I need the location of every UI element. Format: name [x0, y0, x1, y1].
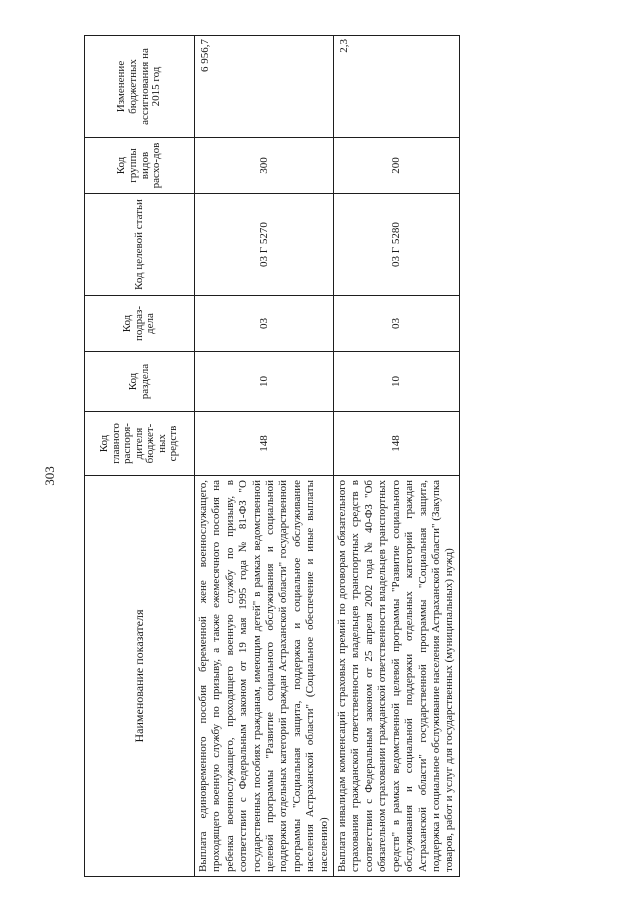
row-target-code: 03 Г 5280: [334, 194, 460, 296]
row-expense-group-code: 200: [334, 138, 460, 194]
budget-table: [84, 35, 460, 877]
header-grbs-code: Код главного распоря-дителя бюджет-ных средств: [85, 412, 195, 476]
header-section-code: Код раздела: [85, 352, 195, 412]
row-subsection-code: 03: [334, 296, 460, 352]
header-target-code: Код целевой статьи: [85, 194, 195, 296]
row-target-code: 03 Г 5270: [195, 194, 334, 296]
table-row: [195, 36, 334, 877]
header-change: Изменение бюджетных ассигнования на 2015 год: [85, 36, 195, 138]
row-grbs-code: 148: [334, 412, 460, 476]
row-name: Выплата единовременного пособия беременной жене военнослужащего, проходящего военную службу по призыву, а также ежемесячного пособия на ребенка военнослужащего, проходящего военную службу по призыву, в соответствии с Федеральным законом от 19 мая 1995 года № 81-ФЗ "О государственных пособиях гражданам, имеющим детей" в рамках ведомственной целевой программы "Развитие социального обслуживания и социальной поддержки отдельных категорий граждан Астраханской области" государственной программы "Социальная защита, поддержка и социальное обслуживание населения Астраханской области" (Социальное обеспечение и иные выплаты населению): [195, 476, 334, 877]
row-subsection-code: 03: [195, 296, 334, 352]
table-header-row: [85, 36, 195, 877]
row-change: 2,3: [334, 36, 460, 138]
row-section-code: 10: [334, 352, 460, 412]
row-name: Выплата инвалидам компенсаций страховых премий по договорам обязательного страхования гражданской ответственности владельцев транспортных средств в соответствии с Федеральным законом от 25 апреля 2002 года № 40-ФЗ "Об обязательном страховании гражданской ответственности владельцев транспортных средств" в рамках ведомственной целевой программы "Развитие социального обслуживания и социальной поддержки отдельных категорий граждан Астраханской области" государственной программы "Социальная защита, поддержка и социальное обслуживание населения Астраханской области" (Закупка товаров, работ и услуг для государственных (муниципальных) нужд): [334, 476, 460, 877]
table-row: [334, 36, 460, 877]
page-number: 303: [42, 466, 57, 486]
header-subsection-code: Код подраз-дела: [85, 296, 195, 352]
row-grbs-code: 148: [195, 412, 334, 476]
row-section-code: 10: [195, 352, 334, 412]
row-expense-group-code: 300: [195, 138, 334, 194]
rotated-table-container: [84, 36, 456, 877]
header-expense-group-code: Код группы видов расхо-дов: [85, 138, 195, 194]
header-name: Наименование показателя: [85, 476, 195, 877]
row-change: 6 956,7: [195, 36, 334, 138]
